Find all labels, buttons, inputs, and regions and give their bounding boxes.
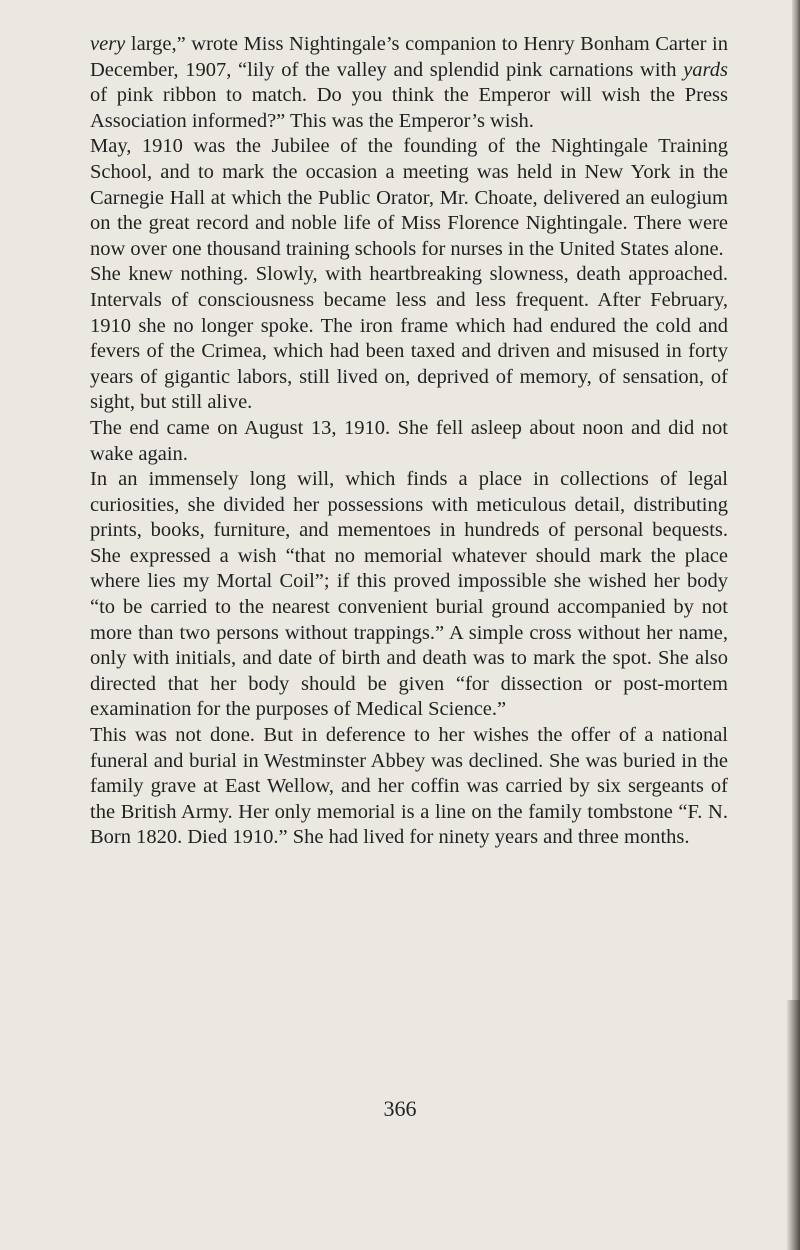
text-run: She knew nothing. Slowly, with heartbreaking slowness, death approached. Intervals of consciousness became less and less frequent. After February, 1910 she no longer spoke. The iron frame which had endured the cold and fevers of the Crimea, which had been taxed and driven and misused in forty years of gigantic labors, still lived on, deprived of memory, of sensation, of sight, but still alive. (90, 263, 728, 414)
text-run: The end came on August 13, 1910. She fell asleep about noon and did not wake again. (90, 416, 728, 465)
text-run: May, 1910 was the Jubilee of the founding of the Nightingale Training School, and to mark the occasion a meeting was held in New York in the Carnegie Hall at which the Public Orator, Mr. Choate, delivered an eulogium on the great record and noble life of Miss Florence Nightingale. There were now over one thousand training schools for nurses in the United States alone. (90, 135, 728, 260)
text-run: large,” wrote Miss Nightingale’s companion to Henry Bonham Carter in December, 1907, “lily of the valley and splendid pink carnations with (90, 33, 728, 81)
paragraph (90, 723, 728, 851)
text-run: of pink ribbon to match. Do you think the Emperor will wish the Press Association informed?” This was the Emperor’s wish. (90, 84, 728, 132)
body-text (90, 32, 728, 851)
paragraph (90, 416, 728, 467)
page-number: 366 (383, 1096, 417, 1121)
paragraph (90, 32, 728, 134)
paragraph (90, 467, 728, 723)
italic-text-run: yards (683, 58, 728, 81)
text-run: In an immensely long will, which finds a place in collections of legal curiosities, she divided her possessions with meticulous detail, distributing prints, books, furniture, and mementoes in hundreds of personal bequests. She expressed a wish “that no memorial whatever should mark the place where lies my Mortal Coil”; if this proved impossible she wished her body “to be carried to the nearest convenient burial ground accompanied by not more than two persons without trappings.” A simple cross without her name, only with initials, and date of birth and death was to mark the spot. She also directed that her body should be given “for dissection or post-mortem examination for the purposes of Medical Science.” (90, 468, 728, 721)
italic-text-run: very (90, 33, 126, 55)
text-run: This was not done. But in deference to her wishes the offer of a national funeral and burial in Westminster Abbey was declined. She was buried in the family grave at East Wellow, and her coffin was carried by six sergeants of the British Army. Her only memorial is a line on the family tombstone “F. N. Born 1820. Died 1910.” She had lived for ninety years and three months. (90, 724, 728, 849)
paragraph (90, 134, 728, 262)
page-edge-shadow-lower (786, 1000, 800, 1250)
paragraph (90, 262, 728, 416)
